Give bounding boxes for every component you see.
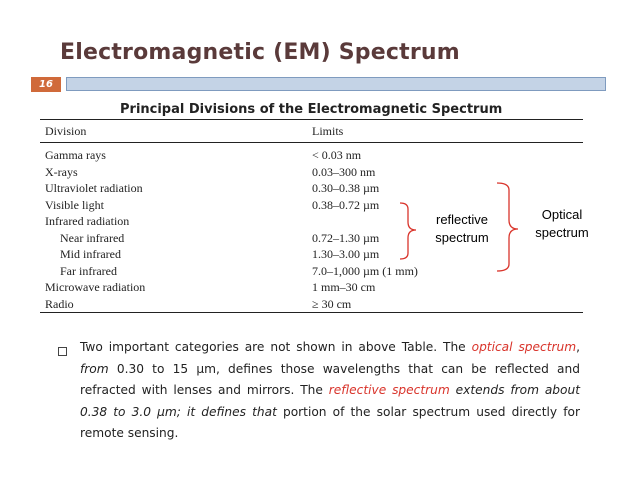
table-title: Principal Divisions of the Electromagnetic Spectrum xyxy=(120,102,503,117)
optical-spectrum-label: Optical spectrum xyxy=(535,207,589,240)
reflective-spectrum-term: reflective spectrum xyxy=(328,383,450,397)
table-row xyxy=(0,247,638,263)
table-row xyxy=(0,165,638,181)
row-limits: 0.03–300 nm xyxy=(312,164,376,179)
row-division: Gamma rays xyxy=(45,148,106,162)
row-division: Infrared radiation xyxy=(45,214,130,228)
header-bar xyxy=(66,77,606,91)
table-row xyxy=(0,148,638,164)
table-rule-bottom xyxy=(40,312,583,313)
row-limits: < 0.03 nm xyxy=(312,148,362,162)
row-limits: 1.30–3.00 µm xyxy=(312,247,380,261)
row-limits: 1 mm–30 cm xyxy=(312,280,376,294)
row-limits: 7.0–1,000 µm (1 mm) xyxy=(312,263,418,278)
row-division: Mid infrared xyxy=(60,247,121,261)
row-division: Microwave radiation xyxy=(45,280,146,294)
row-division: X-rays xyxy=(45,164,78,179)
slide-number-badge: 16 xyxy=(31,77,61,92)
row-division: Ultraviolet radiation xyxy=(45,181,143,195)
row-limits: 0.72–1.30 µm xyxy=(312,230,380,245)
table-row xyxy=(0,181,638,197)
bullet-square-icon xyxy=(58,347,67,356)
body-paragraph: Two important categories are not shown in above Table. The optical spectrum, from 0.30 to 15 µm, defines those wavelengths that can be reflected and refracted with lenses and mirrors. The reflective spectrum extends from about 0.38 to 3.0 µm; it defines that portion of the solar spectrum used directly for remote sensing. xyxy=(80,340,580,440)
row-limits: ≥ 30 cm xyxy=(312,296,352,311)
table-rule-top xyxy=(40,119,583,120)
row-limits: 0.38–0.72 µm xyxy=(312,197,380,212)
slide-title: Electromagnetic (EM) Spectrum xyxy=(60,40,460,65)
table-rule-header xyxy=(40,142,583,143)
column-header-division: Division xyxy=(45,124,87,138)
column-header-limits: Limits xyxy=(312,124,344,138)
table-row xyxy=(0,297,638,313)
row-division: Visible light xyxy=(45,197,104,212)
reflective-spectrum-label: reflective spectrum xyxy=(435,212,489,245)
optical-spectrum-term: optical spectrum xyxy=(471,340,577,354)
row-limits: 0.30–0.38 µm xyxy=(312,181,380,195)
table-row xyxy=(0,280,638,296)
row-division: Radio xyxy=(45,296,74,311)
row-division: Near infrared xyxy=(60,230,125,245)
table-row xyxy=(0,264,638,280)
row-division: Far infrared xyxy=(60,263,117,278)
